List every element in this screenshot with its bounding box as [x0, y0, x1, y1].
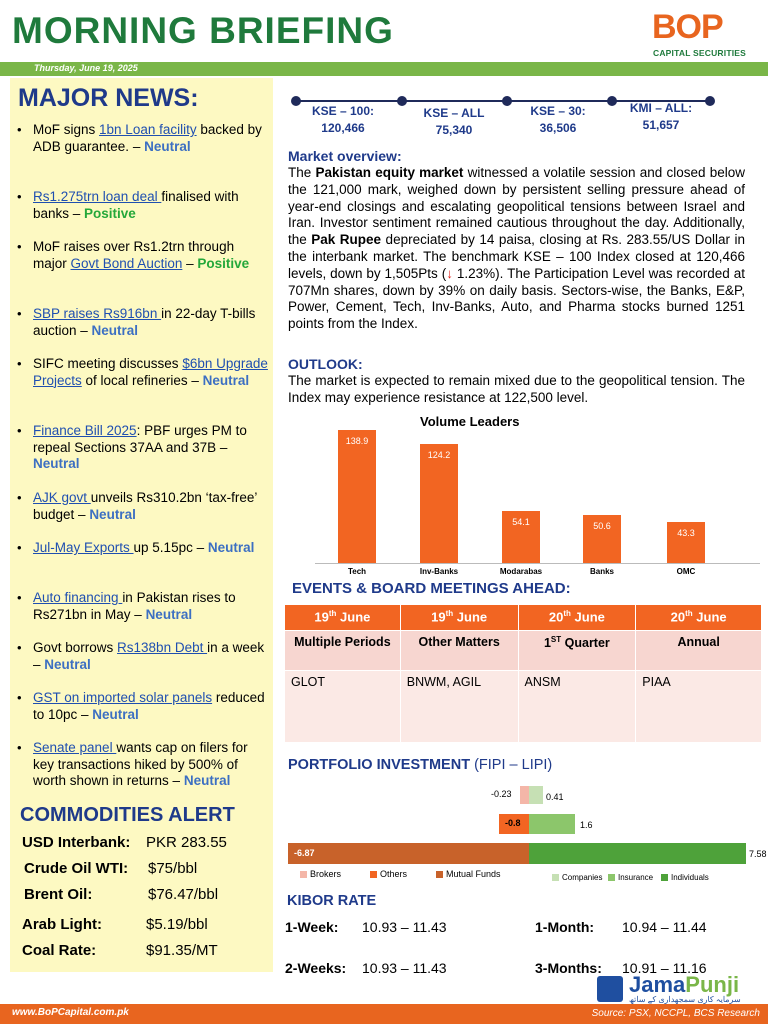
index-kmiall [617, 100, 705, 134]
date-bar [0, 62, 768, 76]
news-text: : PBF urges PM to repeal Sections 37AA and 37B – [33, 423, 247, 455]
events-type-row [285, 631, 762, 671]
bullet-icon: • [17, 122, 22, 137]
bar-value-label: 54.1 [512, 517, 530, 527]
portfolio-title-text: PORTFOLIO INVESTMENT [288, 757, 471, 773]
chart-bar [502, 511, 540, 563]
legend-mutual-funds [436, 869, 501, 879]
others-value: -0.8 [505, 818, 521, 828]
event-day: 19 [431, 609, 446, 625]
news-link[interactable]: Jul-May Exports [33, 540, 134, 555]
commodities-title: COMMODITIES ALERT [20, 804, 235, 826]
news-text: in a week – [33, 640, 265, 672]
legend-label: Mutual Funds [446, 869, 501, 879]
kibor-label: 1-Month: [535, 919, 595, 935]
kibor-title: KIBOR RATE [287, 893, 377, 909]
news-link[interactable]: Rs1.275trn loan deal [33, 189, 162, 204]
news-text: SIFC meeting discusses [33, 356, 183, 371]
companies-value: 0.41 [546, 792, 564, 802]
index-kse30 [518, 103, 598, 137]
text-run: depreciated by 14 paisa, closing at Rs. 283.55/US Dollar in the interbank market. The benchmark KSE – 100 Index closed at 120,466 levels, down by 1,505Pts ( [288, 232, 746, 281]
legend-others [370, 869, 407, 879]
legend-brokers [300, 869, 341, 879]
news-link[interactable]: AJK govt [33, 490, 91, 505]
bullet-icon: • [17, 590, 22, 605]
news-item [10, 122, 270, 155]
news-item [10, 239, 270, 272]
chart-bar [667, 522, 705, 563]
report-date: Thursday, June 19, 2025 [34, 63, 138, 73]
commodity-value: $5.19/bbl [146, 916, 208, 933]
sentiment-tag: Neutral [144, 138, 191, 154]
news-item [10, 306, 270, 339]
legend-insurance [608, 873, 653, 882]
jamapunji-logo [597, 974, 762, 1006]
legend-individuals [661, 873, 709, 882]
index-value: 36,506 [539, 121, 577, 135]
event-date [400, 605, 518, 631]
event-type-text: Quarter [561, 636, 610, 651]
event-type-num: 1 [543, 636, 551, 651]
news-item [10, 590, 270, 623]
news-text: up 5.15pc – [133, 540, 208, 555]
sentiment-tag: Neutral [145, 606, 193, 622]
bar-value-label: 50.6 [593, 521, 611, 531]
bullet-icon: • [17, 740, 22, 755]
footer [0, 1004, 768, 1024]
bullet-icon: • [17, 356, 22, 371]
news-link[interactable]: SBP raises Rs916bn [33, 306, 162, 321]
logo-subtitle: CAPITAL SECURITIES [653, 48, 747, 58]
index-value: 51,657 [642, 118, 680, 132]
kibor-label: 3-Months: [535, 960, 602, 976]
news-item [10, 540, 270, 557]
kibor-label: 2-Weeks: [285, 960, 347, 976]
event-date [518, 605, 636, 631]
sentiment-tag: Neutral [89, 506, 136, 522]
logo-text: BOP [652, 8, 723, 46]
outlook-text: The market is expected to remain mixed due to the geopolitical tension. The Index may experience resistance at 122,500 level. [288, 373, 745, 405]
major-news-title: MAJOR NEWS: [18, 84, 199, 112]
market-overview-title: Market overview: [288, 148, 402, 164]
timeline-dot [705, 96, 715, 106]
event-month: June [570, 609, 605, 625]
portfolio-subtitle: (FIPI – LIPI) [470, 757, 553, 773]
text-run: witnessed a volatile session and closed below the 121,000 mark, weighed down by persistent selling pressure ahead of year-end closings and escalating geopolitical tensions between Israel and Iran. Investor sentiment remained cautious throughout the day. Additionally, the [288, 165, 745, 248]
news-link[interactable]: Finance Bill 2025 [33, 423, 137, 438]
legend-swatch [552, 874, 559, 881]
text-run: The [288, 165, 316, 180]
bar-value-label: 124.2 [427, 450, 451, 460]
category-label: Tech [347, 567, 367, 576]
legend-swatch [300, 871, 307, 878]
news-link[interactable]: 1bn Loan facility [99, 122, 197, 137]
bullet-icon: • [17, 490, 22, 505]
news-link[interactable]: Senate panel [33, 740, 117, 755]
news-item [10, 189, 270, 222]
news-item [10, 640, 270, 673]
portfolio-title [288, 757, 552, 773]
events-companies-row [285, 671, 762, 743]
bullet-icon: • [17, 189, 22, 204]
news-link[interactable]: Auto financing [33, 590, 123, 605]
index-kse100 [303, 103, 383, 137]
news-text: wants cap on filers for key transactions hiked by 500% of worth shown in returns – [33, 740, 248, 788]
index-name: KSE – ALL [423, 106, 485, 120]
chart-bar [338, 430, 376, 563]
news-text: backed by ADB guarantee. – [33, 122, 262, 154]
category-label: Modarabas [499, 567, 543, 576]
index-kseall [409, 105, 499, 139]
commodity-value: $91.35/MT [146, 942, 218, 959]
left-panel [10, 78, 273, 972]
commodity-label: Coal Rate: [22, 942, 97, 959]
sentiment-tag: Neutral [202, 372, 250, 388]
news-text: in 22-day T-bills auction – [33, 306, 256, 338]
news-text: unveils Rs310.2bn ‘tax-free’ budget – [33, 490, 257, 522]
page-title: MORNING BRIEFING [12, 10, 394, 51]
jamapunji-icon [597, 976, 623, 1002]
text-run-bold: Pak Rupee [311, 232, 382, 248]
individuals-bar [529, 843, 746, 864]
index-value: 75,340 [435, 123, 473, 137]
event-day-suffix: th [328, 609, 337, 618]
legend-label: Others [380, 869, 408, 879]
sentiment-tag: Neutral [33, 456, 80, 471]
news-item [10, 740, 270, 790]
timeline-dot [397, 96, 407, 106]
event-companies: ANSM [518, 671, 636, 743]
event-day: 19 [314, 609, 329, 625]
index-name: KSE – 30: [530, 104, 586, 118]
event-month: June [336, 609, 371, 625]
news-item [10, 490, 270, 523]
down-arrow-icon: ↓ [446, 265, 453, 281]
news-link[interactable]: $6bn Upgrade Projects [33, 356, 268, 388]
category-label: Inv-Banks [419, 567, 459, 576]
sentiment-tag: Positive [197, 255, 250, 271]
source-note: Source: PSX, NCCPL, BCS Research [591, 1008, 760, 1019]
commodity-value: PKR 283.55 [146, 834, 227, 851]
jamapunji-name-a: Jama [629, 972, 686, 997]
events-table [284, 604, 762, 743]
event-type: Annual [636, 631, 762, 671]
news-item [10, 690, 270, 723]
news-text: finalised with banks – [33, 189, 239, 221]
market-overview-text [288, 165, 745, 333]
index-name: KSE – 100: [311, 104, 375, 118]
kibor-label: 1-Week: [285, 919, 339, 935]
event-companies: GLOT [285, 671, 401, 743]
brokers-bar [520, 786, 529, 804]
legend-swatch [370, 871, 377, 878]
sentiment-tag: Neutral [44, 656, 91, 672]
mutual-funds-value: -6.87 [294, 848, 315, 858]
event-type: Multiple Periods [285, 631, 401, 671]
news-text: MoF raises over Rs1.2trn through major [33, 239, 235, 271]
news-item [10, 356, 270, 389]
commodity-label: USD Interbank: [22, 834, 131, 851]
chart-axis [315, 563, 760, 564]
bullet-icon: • [17, 423, 22, 438]
category-label: OMC [676, 567, 696, 576]
event-companies: PIAA [636, 671, 762, 743]
category-label: Banks [589, 567, 614, 576]
event-month: June [453, 609, 488, 625]
news-text: in Pakistan rises to Rs271bn in May – [33, 590, 236, 622]
news-item [10, 423, 270, 473]
jamapunji-tagline: سرمایہ کاری سمجھداری کے ساتھ [629, 995, 741, 1004]
index-name: KMI – ALL: [629, 101, 693, 115]
bar-value-label: 138.9 [345, 436, 369, 446]
companies-bar [529, 786, 543, 804]
bullet-icon: • [17, 239, 22, 254]
news-link[interactable]: Govt Bond Auction [70, 255, 183, 271]
news-link[interactable]: Rs138bn Debt [117, 640, 208, 655]
jamapunji-name-b: Punji [685, 972, 740, 997]
legend-label: Insurance [618, 873, 654, 882]
events-header-row [285, 605, 762, 631]
event-type: Other Matters [400, 631, 518, 671]
legend-label: Individuals [671, 873, 709, 882]
bullet-icon: • [17, 306, 22, 321]
commodity-label: Arab Light: [22, 916, 102, 933]
event-type-suffix: ST [550, 635, 562, 644]
events-title: EVENTS & BOARD MEETINGS AHEAD: [292, 580, 571, 597]
chart-title: Volume Leaders [420, 414, 520, 429]
news-text: reduced to 10pc – [33, 690, 265, 722]
timeline-dot [502, 96, 512, 106]
news-link[interactable]: GST on imported solar panels [33, 690, 213, 705]
kibor-value: 10.91 – 11.16 [622, 960, 707, 976]
insurance-bar [529, 814, 575, 834]
timeline-dot [607, 96, 617, 106]
event-date [636, 605, 762, 631]
legend-swatch [608, 874, 615, 881]
bar-value-label: 43.3 [677, 528, 695, 538]
news-text: MoF signs [33, 122, 100, 137]
index-value: 120,466 [321, 121, 365, 135]
commodity-value: $75/bbl [148, 860, 198, 877]
text-run: 1.23%). The Participation Level was recorded at 707Mn shares, down by 39% on daily basis. Sectors-wise, the Banks, E&P, Power, Cement, Tech, Inv-Banks, Auto, and Pharma stocks burned 1251 points from the Index. [288, 265, 745, 332]
commodity-value: $76.47/bbl [148, 886, 219, 903]
sentiment-tag: Neutral [91, 322, 139, 338]
news-text: Govt borrows [33, 640, 118, 655]
mutual-funds-bar [288, 843, 529, 864]
event-date [285, 605, 401, 631]
sentiment-tag: Positive [84, 205, 136, 221]
kibor-value: 10.93 – 11.43 [362, 919, 447, 935]
bullet-icon: • [17, 690, 22, 705]
chart-bar [420, 444, 458, 563]
news-text: of local refineries – [81, 372, 203, 388]
bullet-icon: • [17, 640, 22, 655]
commodity-label: Brent Oil: [24, 886, 93, 903]
brokers-value: -0.23 [491, 789, 512, 799]
kibor-value: 10.94 – 11.44 [622, 919, 707, 935]
chart-bar [583, 515, 621, 563]
legend-swatch [436, 871, 443, 878]
individuals-value: 7.58 [749, 849, 767, 859]
news-text: – [182, 255, 198, 271]
sentiment-tag: Neutral [207, 540, 255, 555]
timeline-dot [291, 96, 301, 106]
event-type [518, 631, 636, 671]
event-month: June [692, 609, 727, 625]
event-day-suffix: th [445, 609, 454, 618]
sentiment-tag: Neutral [183, 773, 231, 788]
event-day-suffix: th [563, 609, 571, 618]
event-day: 20 [670, 609, 686, 625]
text-run-bold: Pakistan equity market [315, 165, 464, 180]
outlook-title: OUTLOOK: [288, 356, 363, 372]
legend-label: Companies [562, 873, 603, 882]
bop-logo [650, 8, 760, 60]
event-day-suffix: th [685, 609, 693, 618]
insurance-value: 1.6 [580, 820, 593, 830]
website-link[interactable]: www.BoPCapital.com.pk [12, 1007, 129, 1018]
event-day: 20 [548, 609, 564, 625]
kibor-value: 10.93 – 11.43 [362, 960, 447, 976]
legend-companies [552, 873, 602, 882]
legend-label: Brokers [310, 869, 342, 879]
bullet-icon: • [17, 540, 22, 555]
event-companies: BNWM, AGIL [400, 671, 518, 743]
sentiment-tag: Neutral [92, 706, 139, 722]
legend-swatch [661, 874, 668, 881]
commodity-label: Crude Oil WTI: [24, 860, 129, 877]
